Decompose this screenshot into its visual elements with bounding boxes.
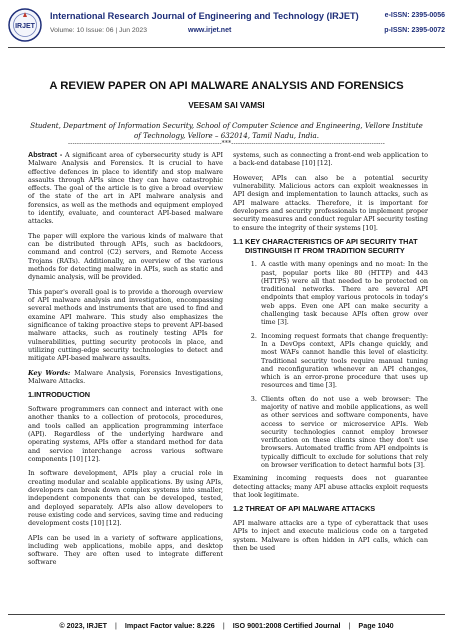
- pissn: p-ISSN: 2395-0072: [384, 27, 445, 34]
- footer-rule: [8, 614, 445, 615]
- separator-line: ---------------------------------------------------------------------***---------------------------------------------------------------------: [68, 140, 385, 147]
- however-paragraph: However, APIs can also be a potential security vulnerability. Malicious actors can exploit weaknesses in API design and implementation to launch attacks, such as API malware attacks. Therefore, it is important for developers and security professionals to implement proper security measures and conduct regular API security testing to ensure the integrity of their systems [10].: [233, 173, 428, 232]
- journal-footer: [8, 621, 445, 630]
- svg-text:IRJET: IRJET: [15, 23, 35, 30]
- footer-separator: |: [115, 621, 117, 630]
- footer-iso: ISO 9001:2008 Certified Journal: [232, 621, 341, 630]
- list-item: 3. Clients often do not use a web browser: The majority of native and mobile applications, as well as other services and software components, have access to service or microservice APIs. Web security technologies cannot employ browser verification on these clients since they don't use browsers. Automated traffic from API endpoints is typically difficult to exclude for solutions that rely on browser verification to detect harmful bots [3].: [259, 395, 428, 470]
- abstract-paragraph-2: The paper will explore the various kinds of malware that can be distributed through APIs, such as backdoors, command and control (C2) servers, and Remote Access Trojans (RATs). Additionally, an overview of the various methods for detecting malware in APIs, such as static and dynamic analysis, will be provided.: [28, 231, 223, 282]
- characteristics-list: [233, 260, 428, 469]
- right-column: [233, 151, 428, 558]
- intro-heading: 1.INTRODUCTION: [28, 390, 91, 400]
- paper-title: A REVIEW PAPER ON API MALWARE ANALYSIS AND FORENSICS: [49, 80, 404, 92]
- threat-paragraph: API malware attacks are a type of cyberattack that uses APIs to inject and execute malicious code on a targeted system. Malware is often hidden in API calls, which can then be used: [233, 519, 428, 552]
- author-affiliation: Student, Department of Information Security, School of Computer Science and Engineering, Vellore Institute of Technology, Vellore – 632014, Tamil Nadu, India.: [30, 121, 423, 140]
- keywords-paragraph: [28, 369, 223, 386]
- irjet-logo: [8, 8, 42, 42]
- abstract-paragraph-1: [28, 151, 223, 226]
- intro-paragraph-1: Software programmers can connect and interact with one another thanks to a collection of protocols, procedures, and tools called an application programming interface (API). Regardless of the underlying hardware and operating systems, APIs offer a standard method for data and service interchange across various software components [10] [12].: [28, 405, 223, 463]
- list-item: 2. Incoming request formats that change frequently: In a DevOps context, APIs change quickly, and most WAFs cannot handle this level of elasticity. Traditional security tools require manual tuning and reconfiguration whenever an API changes, which is an error-prone procedure that uses up resources and time [3].: [259, 332, 428, 390]
- abstract-text-1: A significant area of cybersecurity study is API Malware Analysis and Forensics. It is crucial to have effective defences in place to identify and stop malware assaults through APIs since they can have catastrophic effects. The goal of the article is to give a broad overview of the state of the art in API malware analysis and forensics, as well as the methods and equipment employed to identify, evaluate, and counteract API-based malware attacks.: [28, 151, 223, 226]
- eissn: e-ISSN: 2395-0056: [384, 12, 445, 19]
- abstract-paragraph-3: This paper's overall goal is to provide a thorough overview of API malware analysis and investigation, encompassing several methods and instruments that are used to find and examine API malware. This study also emphasizes the significance of taking proactive steps to prevent API-based malware attacks, such as routinely testing APIs for vulnerabilities, putting security protocols in place, and utilizing cutting-edge security technologies to detect and mitigate API-based malware assaults.: [28, 287, 223, 363]
- footer-copyright: © 2023, IRJET: [59, 621, 108, 630]
- journal-header: [8, 8, 445, 42]
- footer-page-number: Page 1040: [358, 621, 394, 630]
- keywords-label: Key Words:: [28, 368, 71, 377]
- abstract-label: Abstract -: [28, 150, 63, 159]
- journal-title: International Research Journal of Engineering and Technology (IRJET): [50, 11, 359, 21]
- intro-paragraph-3: APIs can be used in a variety of software applications, including web applications, mobile apps, and desktop software. They are often used to integrate different software: [28, 533, 223, 567]
- volume-line: Volume: 10 Issue: 06 | Jun 2023: [50, 27, 147, 34]
- header-rule: [8, 47, 445, 48]
- intro-paragraph-2: In software development, APIs play a crucial role in creating modular and scalable applications. By using APIs, developers can break down complex systems into smaller, independent components that can be developed, tested, and deployed separately. APIs also allow developers to reuse existing code and services, saving time and reducing development costs [10] [12].: [28, 469, 223, 528]
- footer-separator: |: [222, 621, 225, 630]
- list-item: 1. A castle with many openings and no moat: In the past, popular ports like 80 (HTTP) and 443 (HTTPS) were all that needed to be protected on traditional networks. There are several API endpoints that employ various protocols in today's web apps. Even one API can make security a challenging task because APIs often grow over time [3].: [259, 260, 428, 326]
- keywords-text: Malware Analysis, Forensics Investigations, Malware Attacks.: [28, 368, 224, 385]
- continued-paragraph: systems, such as connecting a front-end web application to a back-end database [10] [12].: [233, 151, 428, 168]
- examining-paragraph: Examining incoming requests does not guarantee detecting attacks; many API abuse attacks exploit requests that look legitimate.: [233, 474, 428, 499]
- journal-website[interactable]: www.irjet.net: [188, 26, 232, 34]
- paper-author: VEESAM SAI VAMSI: [188, 101, 265, 110]
- footer-impact-factor: Impact Factor value: 8.226: [124, 621, 215, 630]
- section-1-1-heading: 1.1 KEY CHARACTERISTICS OF API SECURITY THAT DISTINGUISH IT FROM TRADITION SECURITY: [233, 237, 418, 255]
- section-1-2-heading: 1.2 THREAT OF API MALWARE ATTACKS: [233, 504, 376, 514]
- footer-separator: |: [348, 621, 351, 630]
- left-column: [28, 151, 223, 573]
